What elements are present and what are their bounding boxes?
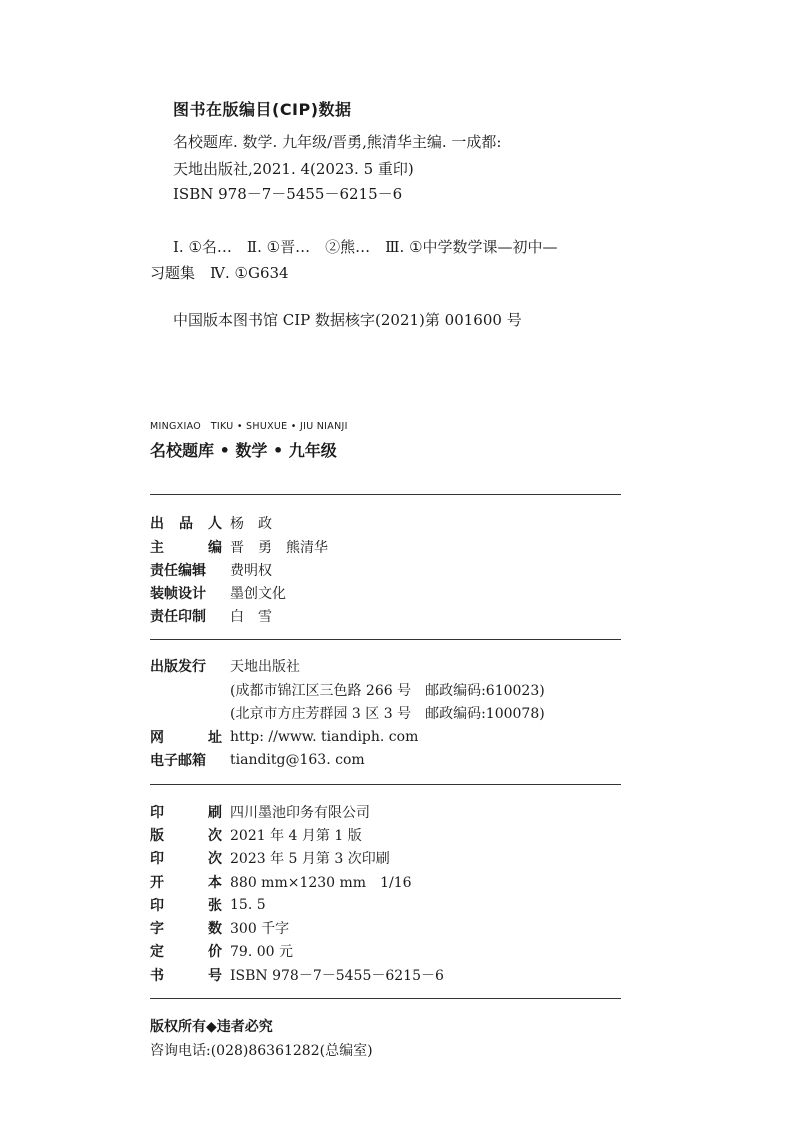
email-link[interactable]: tianditg@163. com [230,752,365,768]
printing-row-impression [150,847,390,869]
staff-row-editor [150,536,328,558]
printing-row-words [150,917,289,939]
cip-heading: 图书在版编目(CIP)数据 [173,100,352,119]
sheets-value: 15. 5 [230,897,266,913]
printing-row-price [150,940,293,962]
printing-row-printer [150,801,370,823]
printing-row-format [150,871,412,893]
printing-row-isbn [150,964,444,986]
format-label: 开 本 [150,875,222,891]
staff-row-design [150,582,286,604]
print-resp-label: 责任印制 [150,609,206,625]
publisher-address-2 [150,702,545,724]
producer-label: 出 品 人 [150,516,222,532]
impression-label: 印 次 [150,851,222,867]
staff-row-print-resp [150,605,272,627]
cip-line-3: ISBN 978－7－5455－6215－6 [173,185,403,203]
design-value: 墨创文化 [230,586,286,602]
divider-2 [150,639,621,640]
divider-4 [150,998,621,999]
design-label: 装帧设计 [150,586,206,602]
format-value: 880 mm×1230 mm 1/16 [230,875,412,891]
sheets-label: 印 张 [150,898,222,914]
isbn-label: 书 号 [150,968,222,984]
print-resp-value: 白 雪 [230,609,272,625]
resp-editor-label: 责任编辑 [150,563,206,579]
publisher-address-2-text: (北京市方庄芳群园 3 区 3 号 邮政编码:100078) [230,706,545,722]
divider-3 [150,784,621,785]
words-label: 字 数 [150,921,222,937]
printing-row-sheets [150,894,266,916]
resp-editor-value: 费明权 [230,563,272,579]
email-label: 电子邮箱 [150,753,206,769]
cip-line-2: 天地出版社,2021. 4(2023. 5 重印) [173,160,414,178]
rights-notice: 版权所有◆违者必究 [150,1019,273,1035]
contact-phone: 咨询电话:(028)86361282(总编室) [150,1043,373,1059]
publisher-name: 天地出版社 [230,659,300,675]
publisher-web-row [150,726,418,748]
web-link[interactable]: http: //www. tiandiph. com [230,729,419,745]
web-label: 网 址 [150,730,222,746]
publisher-email-row [150,749,365,771]
divider-1 [150,494,621,495]
cip-line-1: 名校题库. 数学. 九年级/晋勇,熊清华主编. 一成都: [173,133,502,151]
book-title: 名校题库 • 数学 • 九年级 [150,441,337,460]
printer-value: 四川墨池印务有限公司 [230,805,370,821]
publisher-address-1 [150,679,545,701]
printer-label: 印 刷 [150,805,222,821]
isbn-value: ISBN 978－7－5455－6215－6 [230,968,444,984]
publisher-address-1-text: (成都市锦江区三色路 266 号 邮政编码:610023) [230,683,545,699]
cip-line-4: Ⅰ. ①名… Ⅱ. ①晋… ②熊… Ⅲ. ①中学数学课—初中— [173,238,558,256]
impression-value: 2023 年 5 月第 3 次印刷 [230,851,390,867]
book-pinyin-title: MINGXIAO TIKU • SHUXUE • JIU NIANJI [150,421,348,432]
printing-row-edition [150,824,362,846]
price-label: 定 价 [150,944,222,960]
staff-row-producer [150,512,272,534]
publisher-label: 出版发行 [150,659,206,675]
edition-value: 2021 年 4 月第 1 版 [230,828,362,844]
publisher-row [150,655,300,677]
words-value: 300 千字 [230,921,290,937]
price-value: 79. 00 元 [230,944,293,960]
producer-value: 杨 政 [230,516,272,532]
editor-value: 晋 勇 熊清华 [230,540,328,556]
cip-line-6: 中国版本图书馆 CIP 数据核字(2021)第 001600 号 [173,311,522,329]
edition-label: 版 次 [150,828,222,844]
cip-line-5: 习题集 Ⅳ. ①G634 [150,264,289,282]
staff-row-resp-editor [150,559,272,581]
editor-label: 主 编 [150,540,222,556]
